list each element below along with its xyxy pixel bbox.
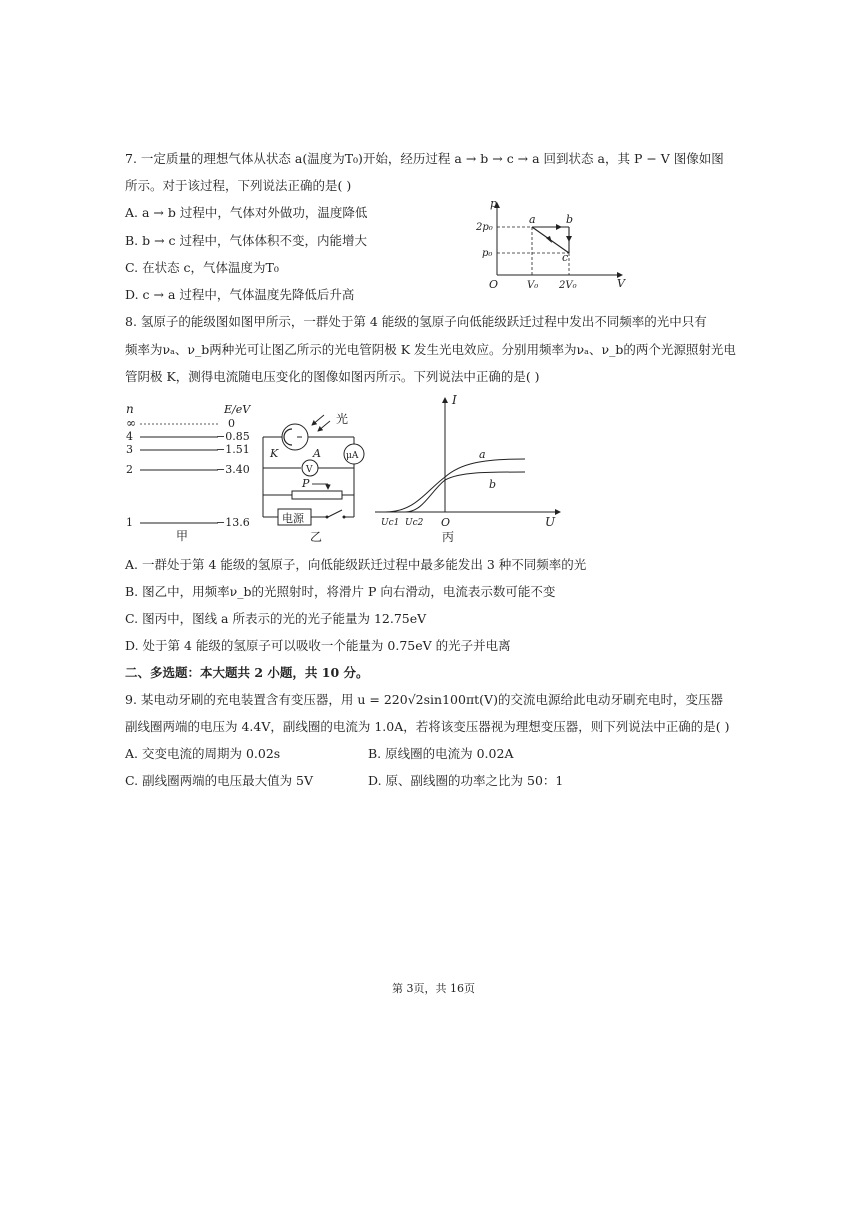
iu-axis-i: I — [452, 393, 457, 407]
iu-caption: 丙 — [442, 530, 455, 544]
q9-option-d: D. 原、副线圈的功率之比为 50：1 — [368, 773, 564, 788]
q9-stem-line2: 副线圈两端的电压为 4.4V，副线圈的电流为 1.0A，若将该变压器视为理想变压器，则下列说法中正确的是( ) — [125, 719, 730, 734]
pv-point-b: b — [566, 213, 574, 226]
q7-pv-graph — [470, 195, 640, 295]
iu-origin: O — [441, 516, 451, 529]
q7-stem-line2: 所示。对于该过程，下列说法正确的是( ) — [125, 178, 352, 193]
level-e-4: −0.85 — [216, 430, 250, 443]
q9-option-b: B. 原线圈的电流为 0.02A — [368, 746, 514, 761]
section-heading: 二、多选题：本大题共 2 小题，共 10 分。 — [125, 665, 369, 680]
level-n-header: n — [126, 402, 134, 416]
pv-axis-p: p — [490, 197, 498, 210]
circuit-source-label: 电源 — [282, 512, 304, 525]
pv-tick-p0: p₀ — [482, 248, 493, 259]
level-e-2: −3.40 — [216, 463, 250, 476]
iu-uc2: Uc2 — [405, 518, 424, 528]
circuit-light-label: 光 — [336, 412, 349, 426]
page-footer: 第 3页，共 16页 — [392, 982, 475, 995]
level-n-3: 3 — [126, 443, 133, 456]
q8-stem-line2: 频率为νₐ、ν_b两种光可让图乙所示的光电管阴极 K 发生光电效应。分别用频率为νₐ、ν_b的两个光源照射光电 — [125, 342, 736, 357]
circuit-voltmeter-label: V — [306, 465, 313, 475]
circuit-k-label: K — [270, 447, 279, 460]
iu-curve-a — [385, 459, 525, 512]
level-n-1: 1 — [126, 516, 133, 529]
q9-option-c: C. 副线圈两端的电压最大值为 5V — [125, 773, 314, 788]
q7-stem-line1: 7. 一定质量的理想气体从状态 a(温度为T₀)开始，经历过程 a → b → c → a 回到状态 a，其 P − V 图像如图 — [125, 151, 724, 166]
level-e-1: −13.6 — [216, 516, 250, 529]
pv-tick-2v0: 2V₀ — [559, 280, 577, 291]
circuit-a-label: A — [313, 447, 321, 460]
q8-circuit-diagram — [258, 405, 373, 545]
q8-iu-graph — [375, 392, 565, 545]
level-caption: 甲 — [176, 529, 189, 543]
pv-tick-2p0: 2p₀ — [476, 222, 493, 233]
q7-option-d: D. c → a 过程中，气体温度先降低后升高 — [125, 287, 355, 302]
rheostat — [292, 491, 342, 499]
q8-option-d: D. 处于第 4 能级的氢原子可以吸收一个能量为 0.75eV 的光子并电离 — [125, 638, 511, 653]
iu-label-b: b — [489, 478, 497, 491]
pv-origin: O — [489, 278, 499, 291]
circuit-caption: 乙 — [310, 530, 323, 544]
iu-axis-u: U — [545, 515, 556, 529]
q7-option-a: A. a → b 过程中，气体对外做功，温度降低 — [125, 205, 368, 220]
level-n-inf: ∞ — [126, 416, 136, 430]
iu-label-a: a — [479, 448, 486, 461]
pv-tick-v0: V₀ — [527, 280, 539, 291]
q8-stem-line1: 8. 氢原子的能级图如图甲所示，一群处于第 4 能级的氢原子向低能级跃迁过程中发出不同频率的光中只有 — [125, 314, 707, 329]
level-n-2: 2 — [126, 463, 133, 476]
circuit-ammeter-label: μA — [346, 451, 359, 461]
pv-point-c: c — [562, 251, 569, 264]
q7-option-c: C. 在状态 c，气体温度为T₀ — [125, 260, 279, 275]
q8-option-b: B. 图乙中，用频率ν_b的光照射时，将滑片 P 向右滑动，电流表示数可能不变 — [125, 584, 556, 599]
iu-curve-b — [405, 472, 525, 512]
pv-axis-v: V — [617, 277, 625, 290]
level-e-3: −1.51 — [216, 443, 250, 456]
q8-option-a: A. 一群处于第 4 能级的氢原子，向低能级跃迁过程中最多能发出 3 种不同频率的光 — [125, 557, 587, 572]
phototube — [282, 424, 308, 450]
q8-stem-line3: 管阴极 K，测得电流随电压变化的图像如图丙所示。下列说法中正确的是( ) — [125, 369, 540, 384]
q7-option-b: B. b → c 过程中，气体体积不变，内能增大 — [125, 233, 368, 248]
q8-energy-level-diagram — [120, 398, 260, 543]
level-e-header: E/eV — [224, 403, 251, 416]
pv-point-a: a — [529, 213, 536, 226]
level-e-inf: 0 — [228, 417, 235, 430]
circuit-slider-label: P — [302, 477, 310, 490]
q8-option-c: C. 图丙中，图线 a 所表示的光的光子能量为 12.75eV — [125, 611, 427, 626]
q9-option-a: A. 交变电流的周期为 0.02s — [125, 746, 281, 761]
q9-stem-line1: 9. 某电动牙刷的充电装置含有变压器，用 u = 220√2sin100πt(V)的交流电源给此电动牙刷充电时，变压器 — [125, 692, 723, 707]
iu-uc1: Uc1 — [381, 518, 400, 528]
level-n-4: 4 — [126, 430, 133, 443]
switch — [328, 510, 342, 517]
